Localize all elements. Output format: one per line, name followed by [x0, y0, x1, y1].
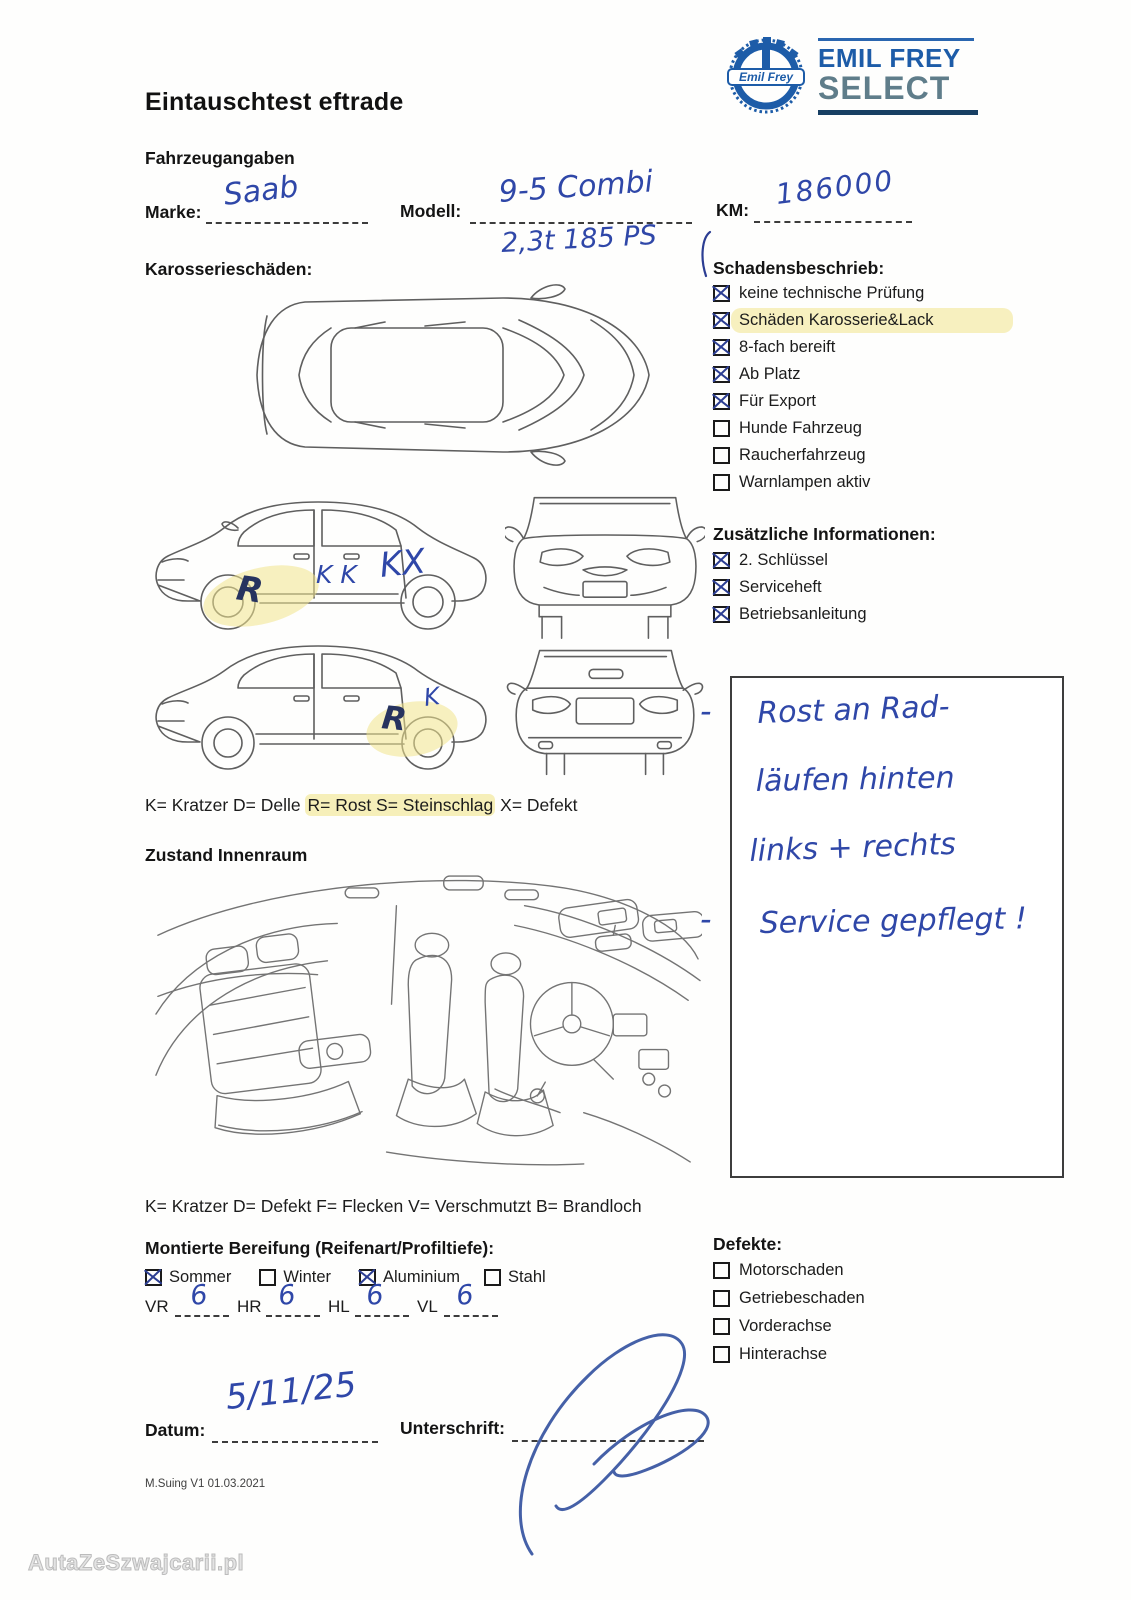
checkbox-checked	[713, 606, 730, 623]
note-dash: -	[700, 900, 712, 938]
unterschrift-label: Unterschrift:	[400, 1418, 506, 1438]
option-label: Stahl	[508, 1268, 546, 1286]
checkbox-row	[713, 605, 867, 624]
checkbox-row	[713, 392, 816, 411]
option-label: Winter	[283, 1268, 332, 1286]
checkbox-checked	[713, 393, 730, 410]
note-dash: -	[700, 692, 712, 730]
checkbox-label: Warnlampen aktiv	[739, 473, 871, 491]
tire-label: VL	[417, 1297, 438, 1316]
checkbox-unchecked	[713, 1290, 730, 1307]
mark-kratzer-side2: K	[422, 682, 442, 712]
emil-frey-logo	[726, 34, 986, 120]
karosserie-section-title: Karosserieschäden:	[145, 259, 313, 279]
mark-kratzer-side1: K K	[316, 560, 357, 589]
km-line	[754, 221, 912, 223]
marke-label: Marke:	[145, 202, 202, 222]
logo-select: SELECT	[818, 70, 951, 106]
checkbox-row	[713, 311, 933, 330]
emil-frey-emblem-icon	[726, 36, 806, 118]
modell-label: Modell:	[400, 201, 462, 221]
legend-highlighted: R= Rost S= Steinschlag	[307, 795, 494, 815]
checkbox-label: Getriebeschaden	[739, 1289, 865, 1307]
checkbox-checked	[713, 339, 730, 356]
tire-line	[444, 1315, 498, 1317]
tire-label: VR	[145, 1297, 169, 1316]
option-label: Aluminium	[383, 1268, 461, 1286]
page-title: Eintauschtest eftrade	[145, 88, 404, 116]
tire-label: HL	[328, 1297, 350, 1316]
marke-value-handwritten: Saab	[221, 169, 301, 213]
checkbox-row	[713, 284, 924, 303]
option-label: Sommer	[169, 1268, 232, 1286]
checkbox-checked	[713, 552, 730, 569]
checkbox-checked	[145, 1269, 162, 1286]
mark-rost-side1: R	[234, 568, 266, 612]
mark-kx-side1: KX	[377, 541, 428, 586]
checkbox-label: Betriebsanleitung	[739, 605, 867, 623]
km-label: KM:	[716, 200, 750, 220]
tire-line	[355, 1315, 409, 1317]
vehicle-section-title: Fahrzeugangaben	[145, 148, 295, 168]
checkbox-unchecked	[713, 1262, 730, 1279]
checkbox-label: Ab Platz	[739, 365, 801, 383]
checkbox-row	[713, 551, 828, 570]
bereifung-section-title: Montierte Bereifung (Reifenart/Profiltiefe):	[145, 1238, 495, 1258]
schadensbeschrieb-section-title: Schadensbeschrieb:	[713, 258, 885, 278]
tire-line	[175, 1315, 229, 1317]
checkbox-label: Raucherfahrzeug	[739, 446, 866, 464]
checkbox-row	[713, 419, 862, 438]
checkbox-checked	[713, 312, 730, 329]
km-value-handwritten: 186000	[773, 163, 897, 211]
checkbox-checked	[713, 579, 730, 596]
logo-rule-top	[818, 38, 974, 41]
modell-value-handwritten: 9-5 Combi	[497, 164, 655, 210]
checkbox-label: Serviceheft	[739, 578, 822, 596]
checkbox-unchecked	[259, 1269, 276, 1286]
datum-line	[212, 1441, 378, 1443]
checkbox-label: 8-fach bereift	[739, 338, 836, 356]
car-top-view-diagram	[235, 278, 665, 473]
checkbox-row	[713, 473, 870, 492]
form-version: M.Suing V1 01.03.2021	[145, 1478, 266, 1490]
tire-value-handwritten: 6	[188, 1279, 210, 1312]
note-line: läufen hinten	[755, 760, 955, 799]
checkbox-checked	[713, 285, 730, 302]
tire-value-handwritten: 6	[276, 1279, 298, 1312]
tire-line	[266, 1315, 320, 1317]
mark-rost-side2: R	[380, 698, 409, 739]
checkbox-label: Motorschaden	[739, 1261, 844, 1279]
modell-value2-handwritten: 2,3t 185 PS	[500, 219, 658, 259]
checkbox-label: Hunde Fahrzeug	[739, 419, 862, 437]
checkbox-label: Schäden Karosserie&Lack	[739, 311, 934, 329]
checkbox-checked	[713, 366, 730, 383]
stray-pen-mark	[694, 228, 716, 280]
emblem-text: Emil Frey	[738, 70, 794, 84]
note-line: Service gepflegt !	[759, 901, 1028, 941]
tire-value-handwritten: 6	[364, 1279, 386, 1312]
checkbox-row	[713, 1289, 865, 1308]
note-line: Rost an Rad-	[756, 689, 951, 731]
legend-pre: K= Kratzer D= Delle	[145, 795, 306, 815]
checkbox-row	[713, 365, 800, 384]
note-line: links + rechts	[748, 826, 957, 869]
tire-label: HR	[237, 1297, 262, 1316]
datum-value-handwritten: 5/11/25	[223, 1364, 359, 1418]
zusatz-section-title: Zusätzliche Informationen:	[713, 524, 936, 544]
watermark: AutaZeSzwajcarii.pl	[28, 1550, 245, 1575]
legend-post: X= Defekt	[495, 795, 578, 815]
interior-section-title: Zustand Innenraum	[145, 845, 308, 865]
checkbox-row	[713, 1261, 844, 1280]
marke-line	[206, 222, 368, 224]
checkbox-label: Für Export	[739, 392, 817, 410]
car-rear-view-diagram	[505, 642, 705, 777]
checkbox-label: keine technische Prüfung	[739, 284, 925, 302]
checkbox-row	[713, 338, 835, 357]
tire-value-handwritten: 6	[454, 1279, 476, 1312]
exterior-legend	[145, 795, 577, 816]
checkbox-unchecked	[713, 420, 730, 437]
signature-handwritten	[470, 1318, 760, 1576]
checkbox-unchecked	[713, 447, 730, 464]
checkbox-unchecked	[713, 474, 730, 491]
checkbox-label: Vorderachse	[739, 1317, 832, 1335]
datum-label: Datum:	[145, 1420, 206, 1440]
logo-wordmark: EMIL FREY	[818, 43, 961, 73]
interior-legend: K= Kratzer D= Defekt F= Flecken V= Verschmutzt B= Brandloch	[145, 1196, 642, 1216]
logo-rule-bottom	[818, 110, 978, 115]
checkbox-row	[713, 446, 866, 465]
checkbox-label: 2. Schlüssel	[739, 551, 828, 569]
defekte-section-title: Defekte:	[713, 1234, 783, 1254]
checkbox-label: Hinterachse	[739, 1345, 828, 1363]
car-interior-diagram	[150, 866, 702, 1174]
checkbox-row	[713, 578, 822, 597]
checkbox-unchecked	[484, 1269, 501, 1286]
car-front-view-diagram	[505, 486, 705, 644]
